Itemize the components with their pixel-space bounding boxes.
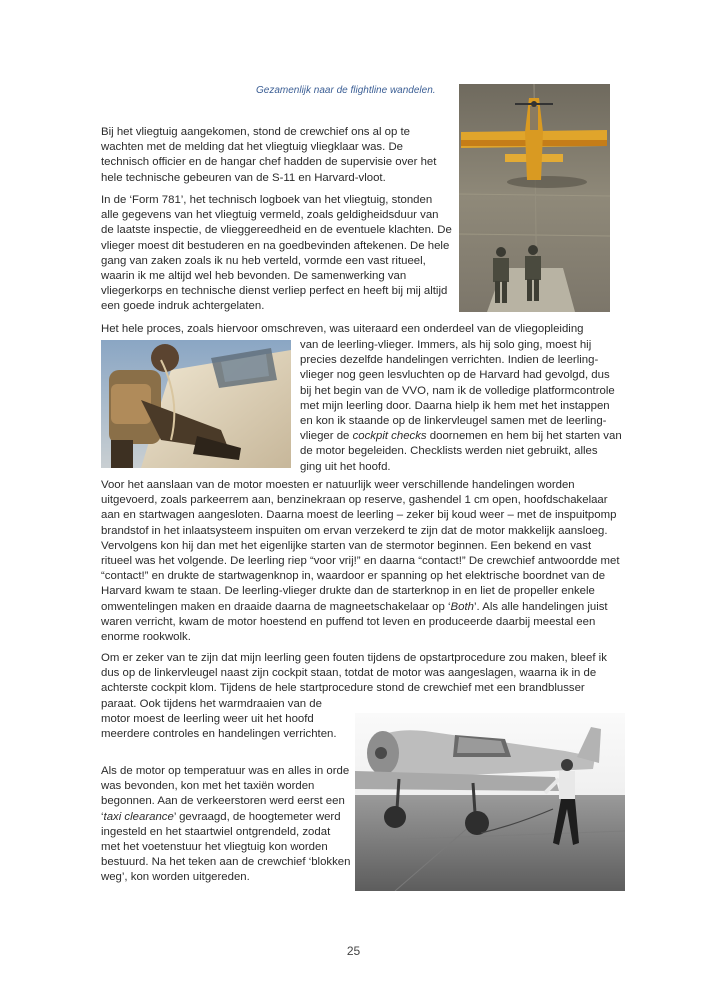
photo-harvard-crewchief [355, 713, 625, 891]
cockpit-checks-term: cockpit checks [352, 430, 427, 443]
paragraph-form-781: In de ‘Form 781’, het technisch logboek van het vliegtuig, stonden alle gegevens van het vliegtuig vermeld, zoals geldigheidsduur van de laatste inspectie, de vlieggereedheid en de eventuele klachten. De vlieger moest dit bestuderen en na goedbevinden aftekenen. De hele gang van zaken zoals ik nu heb verteld, vormde een vast ritueel, waarin ik me altijd wel heb bevonden. De samenwerking van vliegerkorps en technische dienst verliep perfect en heeft bij mij altijd een goede indruk achtergelaten. [101, 194, 452, 313]
training-body-text-b: doornemen en hem bij het starten van de motor begeleiden. Checklists werden niet gebruikt, alles ging uit het hoofd. [300, 430, 622, 473]
paragraph-training-body [300, 338, 622, 475]
engine-start-text-a: Voor het aanslaan van de motor moesten er natuurlijk weer verschillende handelingen worden uitgevoerd, zoals parkeerrem aan, benzinekraan op reserve, gashendel 1 cm open, hoofdschakelaar aan en startwagen aangesloten. Daarna moest de leerling – zeker bij koud weer – met de inspuitpomp brandstof in het inlaatsysteem inspuiten om ervan verzekerd te zijn dat de motor makkelijk aansloeg. Vervolgens kon hij dan met het eigenlijke starten van de stermotor beginnen. Een bekend en vast ritueel was het volgende. De leerling riep “voor vrij!” en daarna “contact!” De crewchief antwoordde met “contact!” en drukte de startwagenknop in, waardoor er spanning op het elektrische boordnet van de Harvard kwam te staan. De leerling-vlieger drukte dan de starterknop in en liet de propeller enkele omwentelingen maken en draaide daarna de magneetschakelaar op ‘ [101, 479, 620, 613]
taxi-text-a: Als de motor op temperatuur was en alles in orde was bevonden, kon met het taxiën worden begonnen. Aan de verkeerstoren werd eerst een ‘ [101, 765, 350, 823]
photo-pilot-boarding [101, 340, 291, 468]
paragraph-wing-standby-lead: Om er zeker van te zijn dat mijn leerling geen fouten tijdens de opstartprocedure zou maken, bleef ik dus op de linkervleugel naast zijn cockpit staan, totdat de motor was aangeslagen, waarna ik in de achterste cockpit klom. Tijdens de hele startprocedure stond de crewchief met een brandblusser [101, 652, 607, 695]
both-term: Both [450, 600, 474, 613]
engine-start-text-b: ’. Als alle handelingen juist waren verricht, kwam de motor hoestend en puffend tot leven en produceerde daarbij meestal een enorme rookwolk. [101, 600, 608, 644]
training-body-text-a: van de leerling-vlieger. Immers, als hij solo ging, moest hij precies dezelfde handelingen verrichten. Indien de leerling-vlieger nog geen lesvluchten op de Harvard had gevolgd, dus bij het begin van de VVO, nam ik de volledige platformcontrole met mijn leerling door. Daarna hielp ik hem met het instappen en kon ik staande op de linkervleugel samen met de leerling-vlieger de [300, 339, 615, 443]
page-number: 25 [346, 944, 361, 958]
taxi-clearance-term: taxi clearance [103, 810, 174, 823]
taxi-text-b: ’ gevraagd, de hoogtemeter werd ingesteld en het staartwiel ontgrendeld, zodat met het voetenstuur het vliegtuig kon worden bestuurd. Na het teken aan de crewchief ‘blokken weg’, kon worden uitgereden. [101, 810, 351, 884]
paragraph-arrival: Bij het vliegtuig aangekomen, stond de crewchief ons al op te wachten met de melding dat het vliegtuig vliegklaar was. De technisch officier en de hangar chef hadden de supervisie over het hele technische gebeuren van de S-11 en Harvard-vloot. [101, 126, 437, 184]
paragraph-warmup: paraat. Ook tijdens het warmdraaien van de motor moest de leerling weer uit het hoofd meerdere controles en handelingen verrichten. [101, 698, 337, 741]
paragraph-taxi [101, 764, 351, 886]
photo-aerial-harvard [459, 84, 610, 312]
paragraph-training-lead: Het hele proces, zoals hiervoor omschreven, was uiteraard een onderdeel van de vliegopleiding [101, 323, 584, 335]
photo-caption: Gezamenlijk naar de flightline wandelen. [256, 85, 436, 96]
paragraph-engine-start [101, 478, 625, 645]
